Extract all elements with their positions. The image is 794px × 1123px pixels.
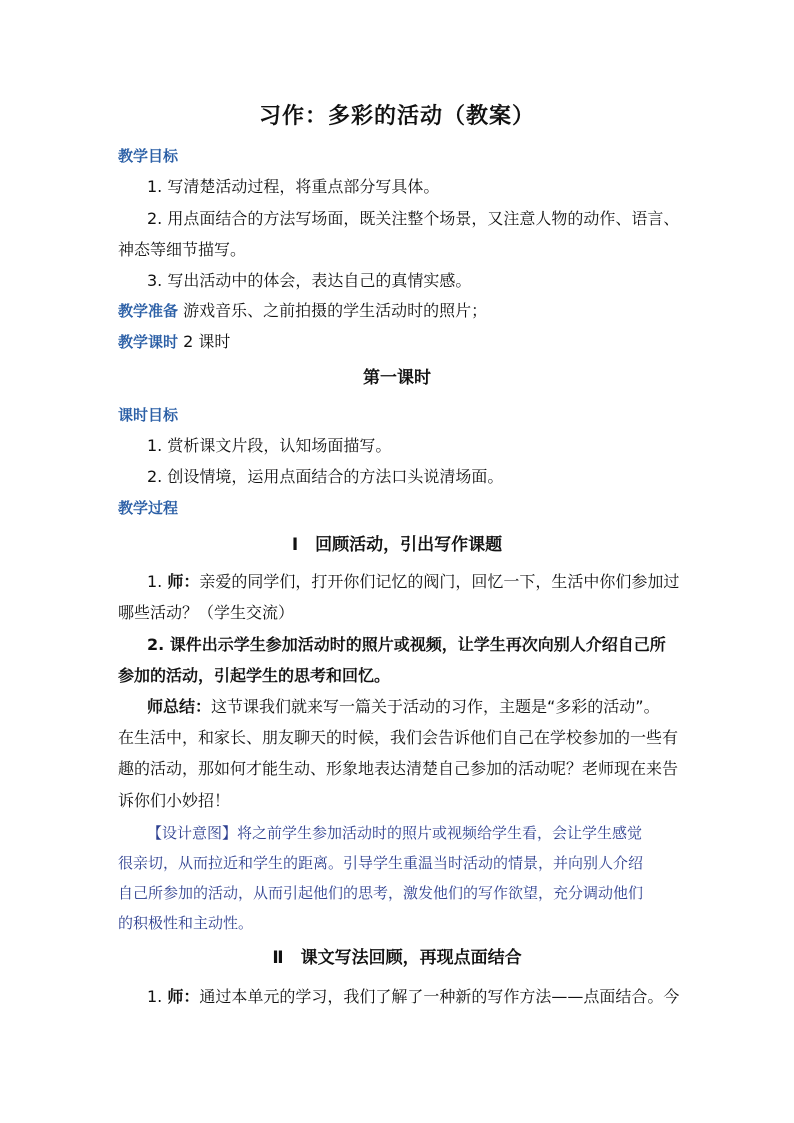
design-intent-line-4: 的积极性和主动性。 xyxy=(118,914,254,932)
lesson-goal-2: 2. 创设情境，运用点面结合的方法口头说清场面。 xyxy=(147,467,504,486)
design-intent-line-2: 很亲切，从而拉近和学生的距离。引导学生重温当时活动的情景，并向别人介绍 xyxy=(118,854,644,872)
teacher-summary-line-1 xyxy=(147,697,660,717)
paragraph-number: 1. xyxy=(147,572,163,591)
teaching-prep-text: 游戏音乐、之前拍摄的学生活动时的照片； xyxy=(183,301,488,320)
goal-item-2-continued: 神态等细节描写。 xyxy=(118,240,247,259)
design-intent-line-1: 【设计意图】将之前学生参加活动时的照片或视频给学生看，会让学生感觉 xyxy=(147,824,643,842)
goal-item-1: 1. 写清楚活动过程，将重点部分写具体。 xyxy=(147,177,440,196)
design-intent-line-3: 自己所参加的活动，从而引起他们的思考，激发他们的写作欲望，充分调动他们 xyxy=(118,884,644,902)
paragraph-text: 通过本单元的学习，我们了解了一种新的写作方法——点面结合。今 xyxy=(199,987,680,1006)
lesson-one-title: 第一课时 xyxy=(363,368,431,388)
teaching-hours-label: 教学课时 xyxy=(118,333,179,351)
teaching-hours-line xyxy=(118,332,230,352)
teacher-label: 师： xyxy=(167,572,200,591)
section-one-paragraph-1 xyxy=(147,572,679,592)
goal-item-2: 2. 用点面结合的方法写场面，既关注整个场景，又注意人物的动作、语言、 xyxy=(147,209,680,228)
section-one-heading: Ⅰ 回顾活动，引出写作课题 xyxy=(291,535,503,555)
teacher-summary-line-4: 诉你们小妙招！ xyxy=(118,791,231,810)
teacher-summary-label: 师总结： xyxy=(147,697,212,716)
teacher-label: 师： xyxy=(167,987,200,1006)
section-two-heading: Ⅱ 课文写法回顾，再现点面结合 xyxy=(272,948,522,968)
paragraph-number: 1. xyxy=(147,987,163,1006)
section-two-paragraph-1 xyxy=(147,987,679,1007)
paragraph-text: 亲爱的同学们，打开你们记忆的阀门，回忆一下，生活中你们参加过 xyxy=(199,572,680,591)
teacher-summary-line-2: 在生活中，和家长、朋友聊天的时候，我们会告诉他们自己在学校参加的一些有 xyxy=(118,728,679,747)
document-title: 习作：多彩的活动（教案） xyxy=(258,104,535,129)
teacher-summary-line-3: 趣的活动，那如何才能生动、形象地表达清楚自己参加的活动呢？老师现在来告 xyxy=(118,759,679,778)
teaching-hours-text: 2 课时 xyxy=(183,332,231,351)
teaching-prep-line xyxy=(118,301,487,321)
teaching-process-heading: 教学过程 xyxy=(118,499,179,517)
goal-item-3: 3. 写出活动中的体会，表达自己的真情实感。 xyxy=(147,271,472,290)
teacher-summary-text: 这节课我们就来写一篇关于活动的习作，主题是“多彩的活动”。 xyxy=(211,697,660,716)
section-one-paragraph-1-continued: 哪些活动？（学生交流） xyxy=(118,603,295,622)
lesson-goals-heading: 课时目标 xyxy=(118,406,179,424)
section-one-paragraph-2-continued: 参加的活动，引起学生的思考和回忆。 xyxy=(118,666,391,685)
teaching-prep-label: 教学准备 xyxy=(118,302,179,320)
lesson-goal-1: 1. 赏析课文片段，认知场面描写。 xyxy=(147,436,392,455)
teaching-goals-heading: 教学目标 xyxy=(118,147,179,165)
section-one-paragraph-2: 2. 课件出示学生参加活动时的照片或视频，让学生再次向别人介绍自己所 xyxy=(147,635,666,654)
